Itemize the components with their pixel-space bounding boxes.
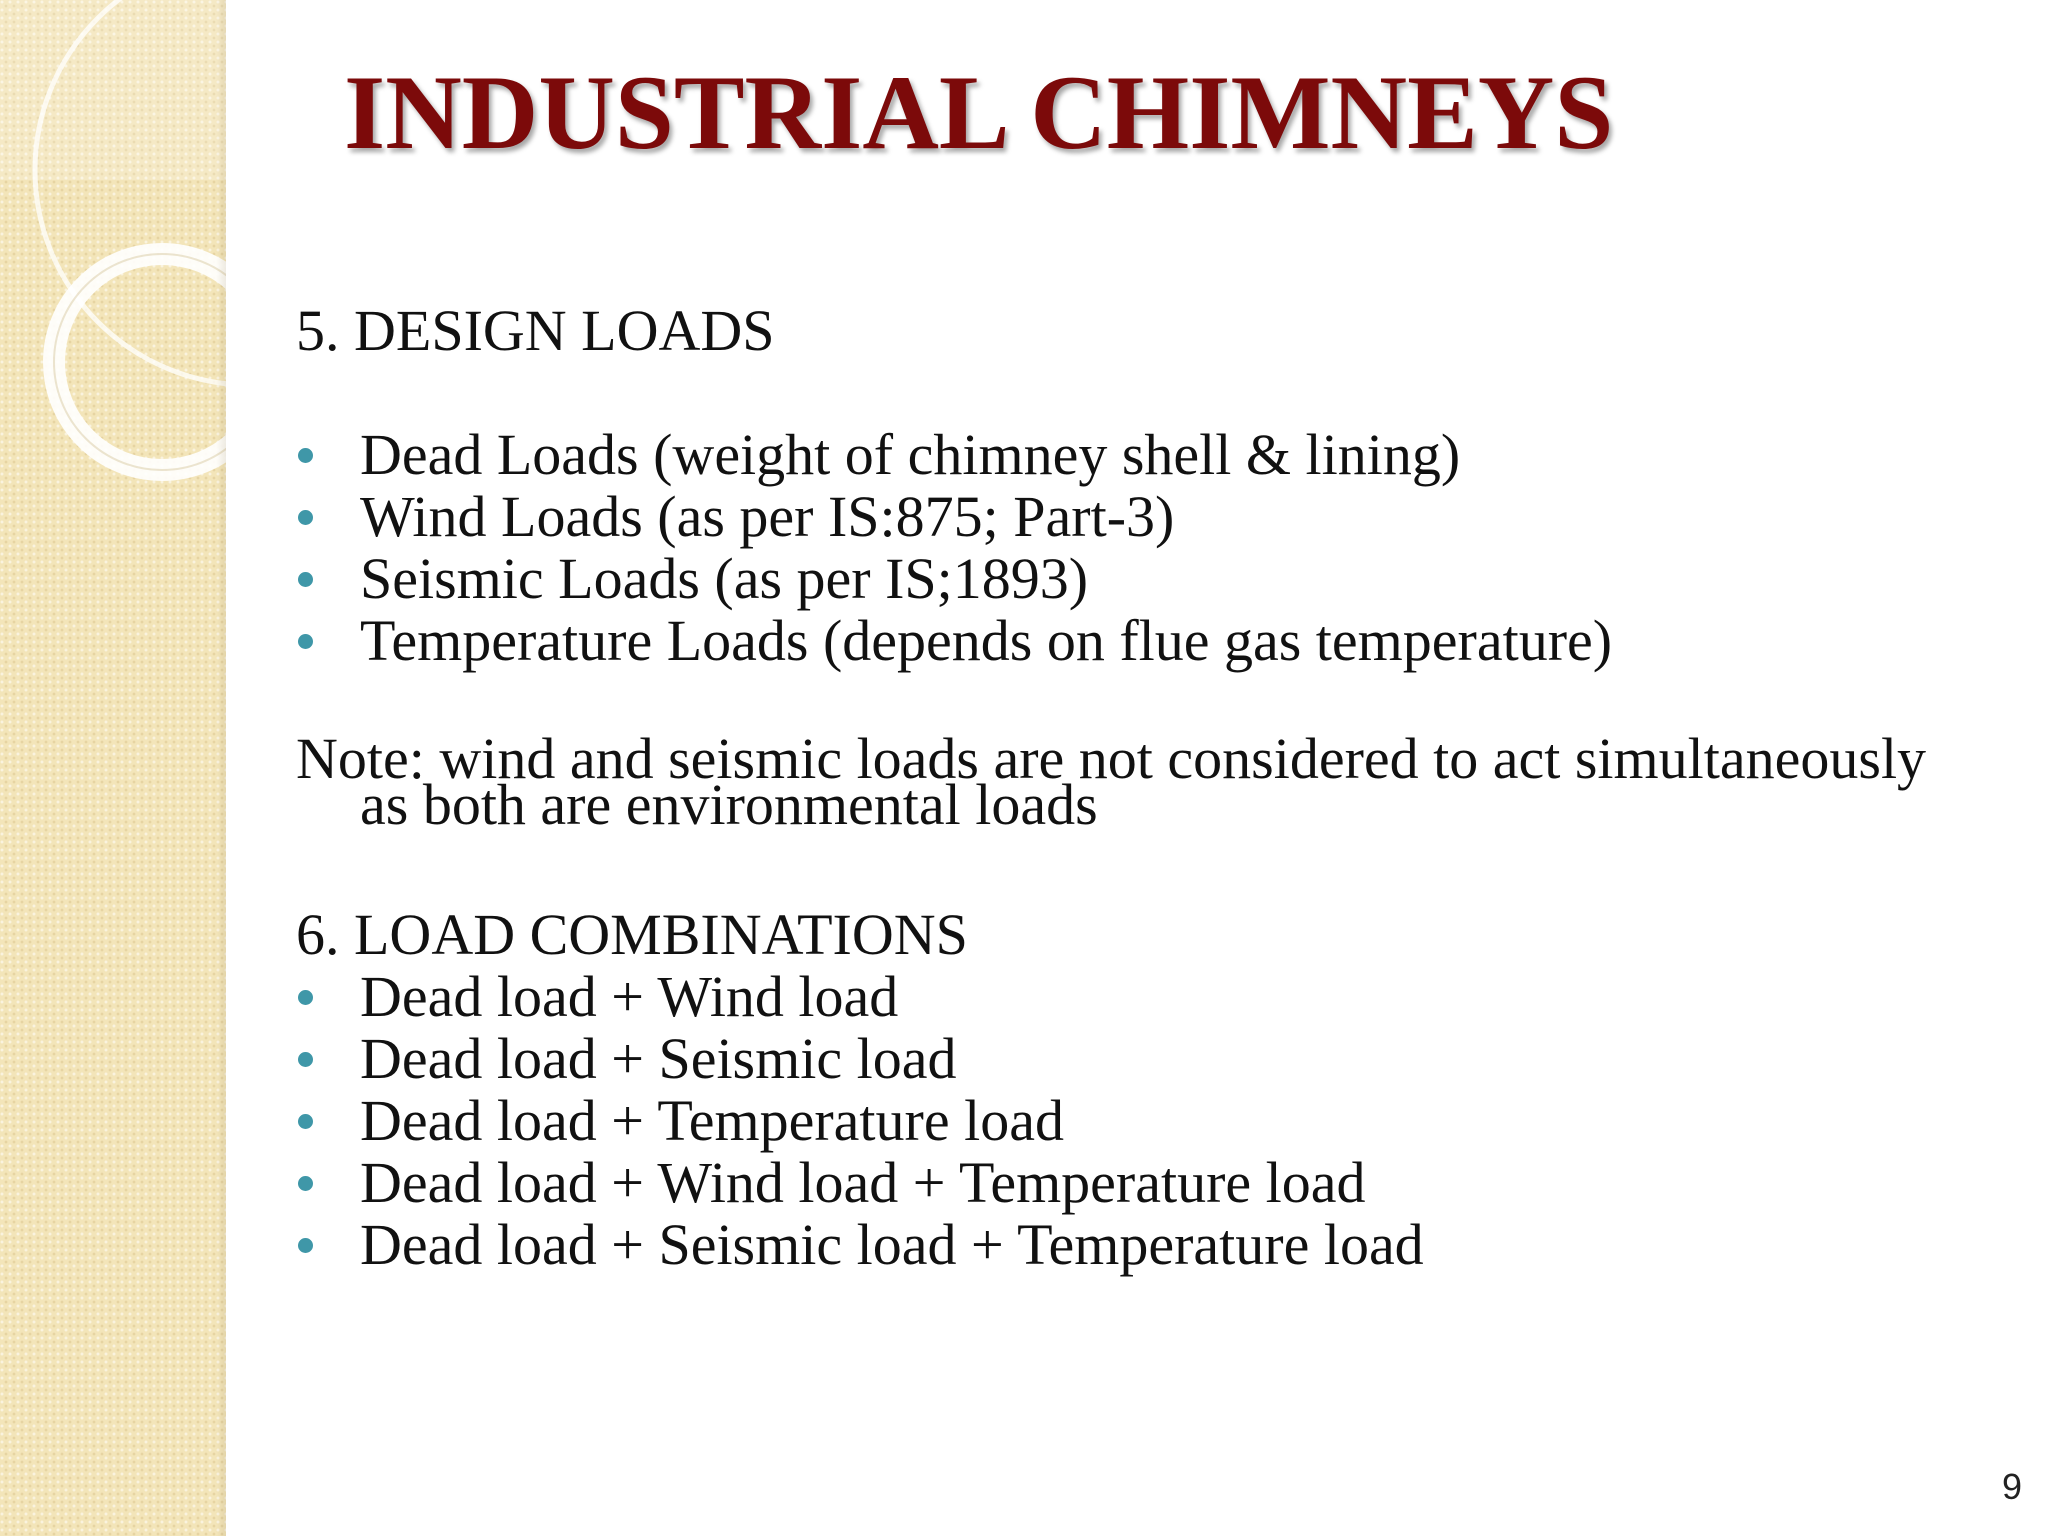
bullet-dot-icon (298, 1114, 313, 1129)
load-combinations-list (296, 966, 1424, 1276)
note-line-1: Note: wind and seismic loads are not considered to act simultaneously (296, 726, 1927, 791)
list-item-text: Dead load + Wind load (360, 964, 899, 1029)
list-item (296, 548, 1612, 610)
slide-title: INDUSTRIAL CHIMNEYS (344, 54, 1614, 171)
bullet-dot-icon (298, 448, 313, 463)
list-item (296, 966, 1424, 1028)
bullet-dot-icon (298, 1176, 313, 1191)
list-item (296, 1028, 1424, 1090)
decorative-rings-graphic (0, 0, 226, 520)
list-item-text: Wind Loads (as per IS:875; Part-3) (360, 484, 1175, 549)
list-item-text: Seismic Loads (as per IS;1893) (360, 546, 1089, 611)
bullet-dot-icon (298, 1052, 313, 1067)
list-item (296, 1214, 1424, 1276)
bullet-dot-icon (298, 572, 313, 587)
bullet-dot-icon (298, 990, 313, 1005)
list-item (296, 1152, 1424, 1214)
section-heading-load-combinations: 6. LOAD COMBINATIONS (296, 902, 968, 967)
list-item-text: Dead load + Wind load + Temperature load (360, 1150, 1366, 1215)
list-item-text: Dead load + Temperature load (360, 1088, 1064, 1153)
design-loads-list (296, 424, 1612, 672)
list-item (296, 1090, 1424, 1152)
list-item-text: Temperature Loads (depends on flue gas temperature) (360, 608, 1613, 673)
decorative-side-strip (0, 0, 226, 1536)
bullet-dot-icon (298, 510, 313, 525)
list-item-text: Dead load + Seismic load (360, 1026, 957, 1091)
bullet-dot-icon (298, 1238, 313, 1253)
list-item-text: Dead load + Seismic load + Temperature load (360, 1212, 1424, 1277)
list-item-text: Dead Loads (weight of chimney shell & lining) (360, 422, 1461, 487)
list-item (296, 486, 1612, 548)
list-item (296, 610, 1612, 672)
note-text (296, 726, 1927, 837)
note-line-2: as both are environmental loads (360, 772, 1098, 837)
page-number: 9 (2001, 1466, 2022, 1507)
section-heading-design-loads: 5. DESIGN LOADS (296, 298, 775, 363)
list-item (296, 424, 1612, 486)
bullet-dot-icon (298, 634, 313, 649)
